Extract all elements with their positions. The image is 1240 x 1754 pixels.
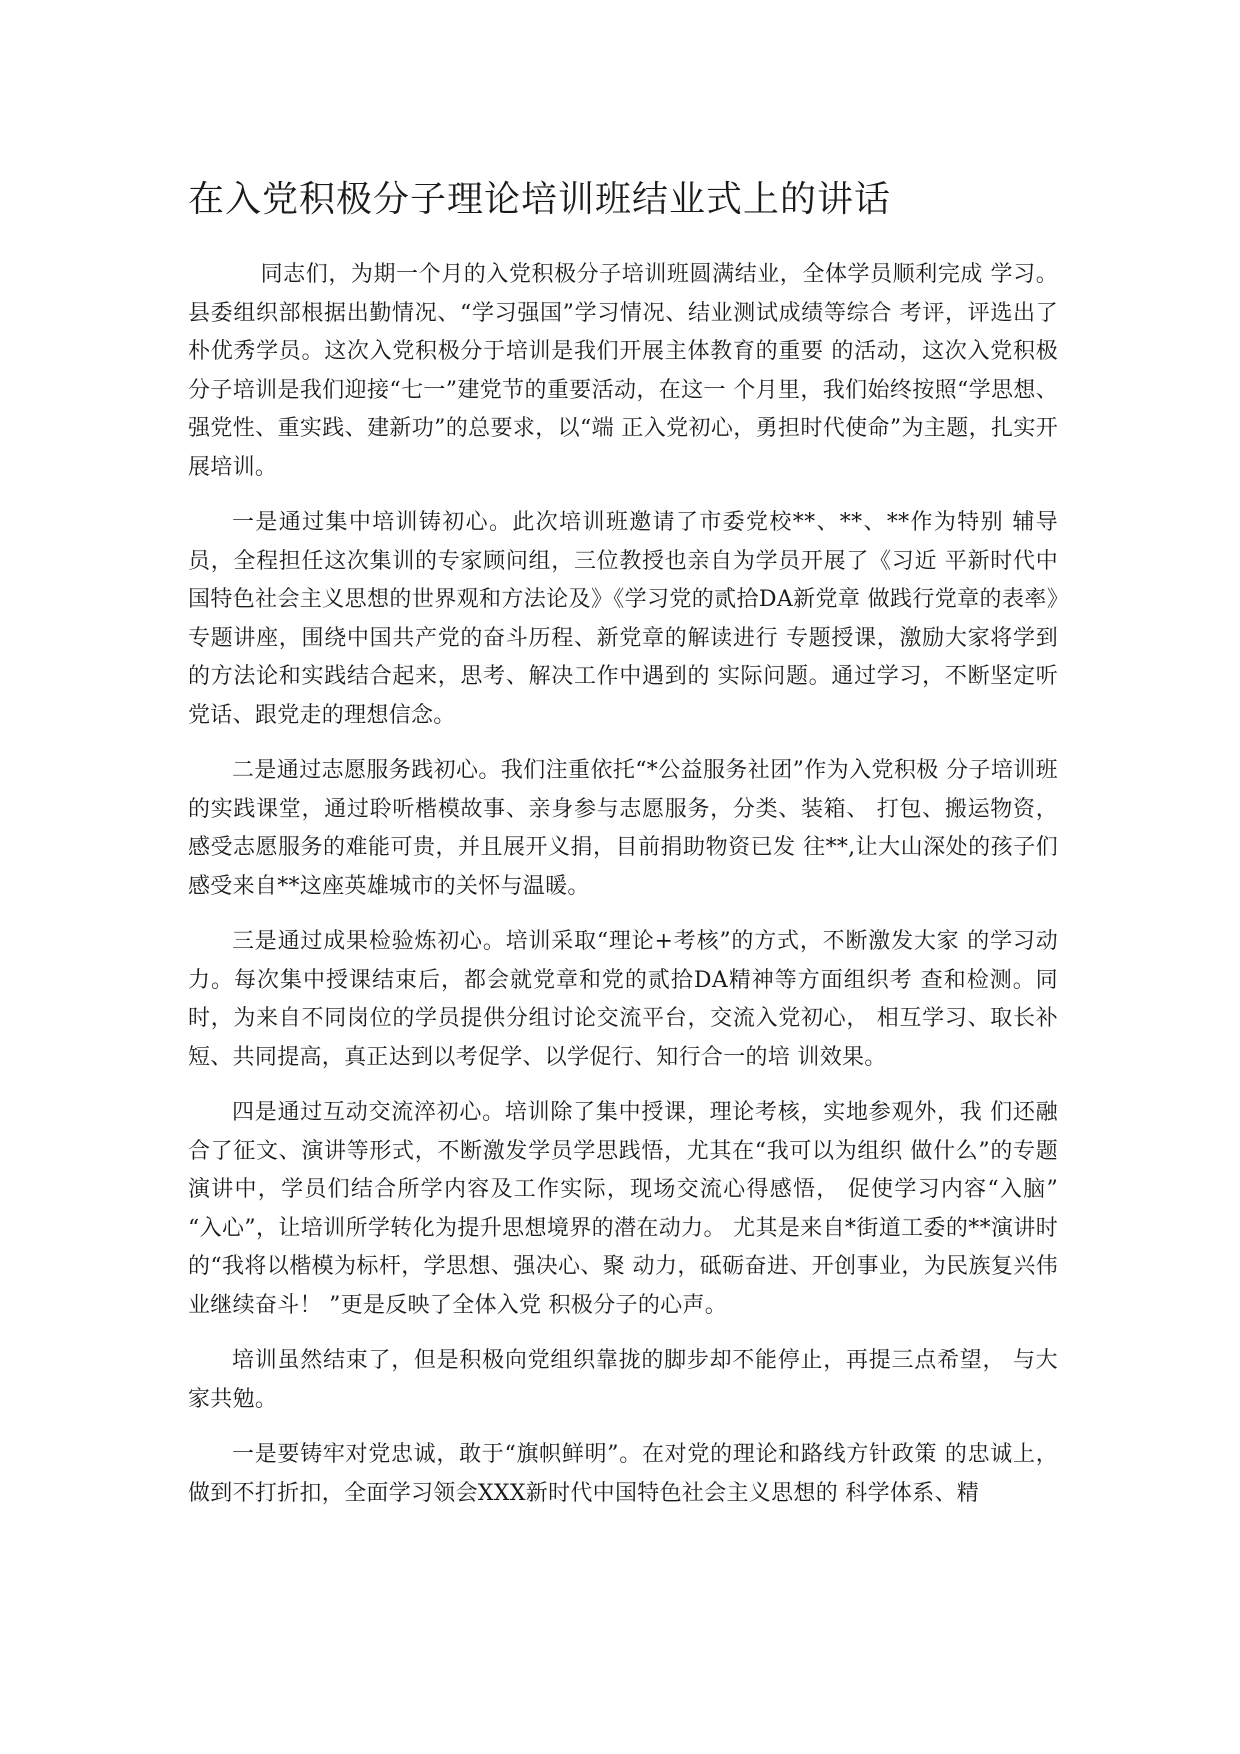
paragraph-point-1: 一是通过集中培训铸初心。此次培训班邀请了市委党校**、**、**作为特别 辅导员，全程担任这次集训的专家顾问组，三位教授也亲自为学员开展了《习近 平新时代中国特色社会主义思想的世界观和方法论及》《学习党的贰拾DA新党章 做践行党章的表率》专题讲座，围绕中国共产党的奋斗历程、新党章的解读进行 专题授课，激励大家将学到的方法论和实践结合起来，思考、解决工作中遇到的 实际问题。通过学习，不断坚定听党话、跟党走的理想信念。: [188, 510, 1058, 728]
paragraph-intro: 同志们，为期一个月的入党积极分子培训班圆满结业，全体学员顺利完成 学习。县委组织部根据出勤情况、“学习强国”学习情况、结业测试成绩等综合 考评，评选出了朴优秀学员。这次入党积极分于培训是我们开展主体教育的重要 的活动，这次入党积极分子培训是我们迎接“七一”建党节的重要活动，在这一 个月里，我们始终按照“学思想、强党性、重实践、建新功”的总要求，以“端 正入党初心，勇担时代使命”为主题，扎实开展培训。: [188, 262, 1058, 480]
document-body: [188, 256, 1058, 1530]
paragraph-hope-1: 一是要铸牢对党忠诚，敢于“旗帜鲜明”。在对党的理论和路线方针政策 的忠诚上，做到不打折扣，全面学习领会XXX新时代中国特色社会主义思想的 科学体系、精: [188, 1442, 1058, 1506]
paragraph-point-3: 三是通过成果检验炼初心。培训采取“理论+考核”的方式，不断激发大家 的学习动力。每次集中授课结束后，都会就党章和党的贰拾DA精神等方面组织考 查和检测。同时，为来自不同岗位的学员提供分组讨论交流平台，交流入党初心， 相互学习、取长补短、共同提高，真正达到以考促学、以学促行、知行合一的培 训效果。: [188, 929, 1058, 1070]
document-title: 在入党积极分子理论培训班结业式上的讲话: [188, 179, 892, 220]
paragraph-transition: 培训虽然结束了，但是积极向党组织靠拢的脚步却不能停止，再提三点希望， 与大家共勉。: [188, 1348, 1058, 1412]
paragraph-point-2: 二是通过志愿服务践初心。我们注重依托“*公益服务社团”作为入党积极 分子培训班的实践课堂，通过聆听楷模故事、亲身参与志愿服务，分类、装箱、 打包、搬运物资，感受志愿服务的难能可贵，并且展开义捐，目前捐助物资已发 往**,让大山深处的孩子们感受来自**这座英雄城市的关怀与温暖。: [188, 758, 1058, 899]
paragraph-point-4: 四是通过互动交流淬初心。培训除了集中授课，理论考核，实地参观外，我 们还融合了征文、演讲等形式，不断激发学员学思践悟，尤其在“我可以为组织 做什么”的专题演讲中，学员们结合所学内容及工作实际，现场交流心得感悟， 促使学习内容“入脑” “入心”，让培训所学转化为提升思想境界的潜在动力。 尤其是来自*街道工委的**演讲时的“我将以楷模为标杆，学思想、强决心、聚 动力，砥砺奋进、开创事业，为民族复兴伟业继续奋斗！ ”更是反映了全体入党 积极分子的心声。: [188, 1100, 1058, 1318]
